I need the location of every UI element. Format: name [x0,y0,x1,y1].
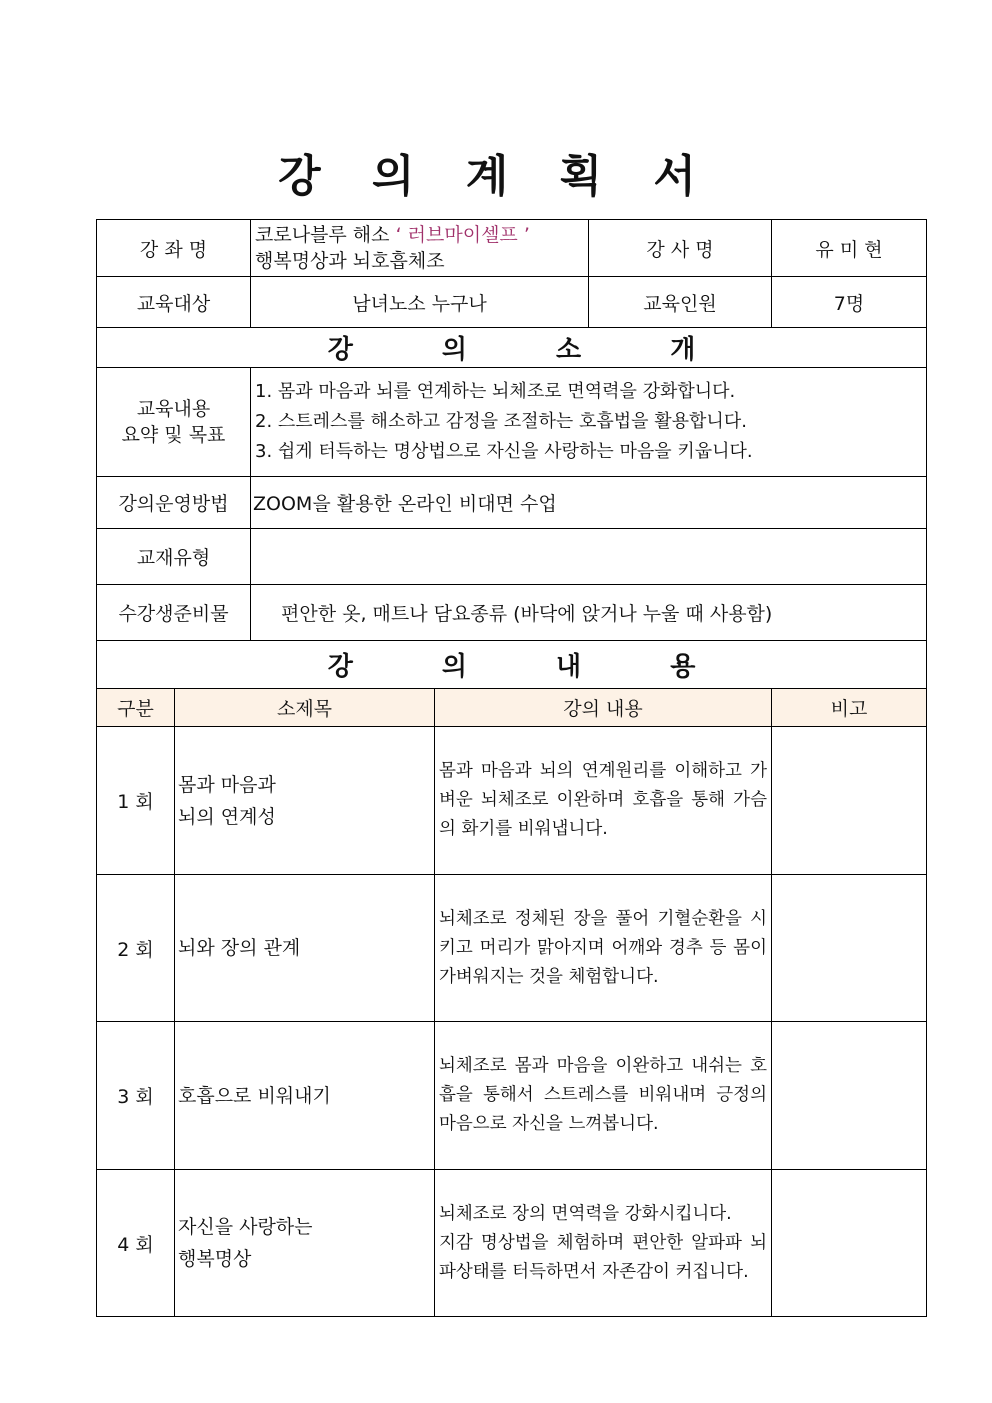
session-row [97,727,927,875]
material-row [97,529,927,585]
goals-label [97,368,251,477]
material-value [251,529,927,585]
session-no: 4 회 [97,1170,175,1317]
instructor-name: 유 미 현 [772,220,927,277]
session-subtitle: 몸과 마음과 뇌의 연계성 [175,727,435,875]
page-title: 강 의 계 획 서 [278,151,714,202]
target-row [97,277,927,328]
intro-section-title: 강 의 소 개 [97,328,927,368]
session-no: 2 회 [97,875,175,1022]
course-row [97,220,927,277]
session-row [97,875,927,1022]
session-subtitle: 뇌와 장의 관계 [175,875,435,1022]
method-value: ZOOM을 활용한 온라인 비대면 수업 [251,477,927,529]
instructor-label: 강 사 명 [589,220,772,277]
session-note [772,1022,927,1170]
goals-label-line1: 교육내용 [136,398,211,420]
count-value: 7명 [772,277,927,328]
prep-value: 편안한 옷, 매트나 담요종류 (바닥에 앉거나 누울 때 사용함) [251,585,927,641]
prep-label: 수강생준비물 [97,585,251,641]
goals-row [97,368,927,477]
method-label: 강의운영방법 [97,477,251,529]
session-desc: 뇌체조로 몸과 마음을 이완하고 내쉬는 호흡을 통해서 스트레스를 비워내며 긍정의 마음으로 자신을 느껴봅니다. [435,1022,772,1170]
header-desc: 강의 내용 [435,689,772,727]
header-note: 비고 [772,689,927,727]
session-note [772,1170,927,1317]
course-label: 강 좌 명 [97,220,251,277]
session-desc: 몸과 마음과 뇌의 연계원리를 이해하고 가벼운 뇌체조로 이완하며 호흡을 통해 가슴의 화기를 비워냅니다. [435,727,772,875]
lecture-plan-table [96,219,927,1317]
session-desc: 뇌체조로 정체된 장을 풀어 기혈순환을 시키고 머리가 맑아지며 어깨와 경추 등 몸이 가벼워지는 것을 체험합니다. [435,875,772,1022]
material-label: 교재유형 [97,529,251,585]
course-name-line2: 행복명상과 뇌호흡체조 [255,250,445,272]
target-value: 남녀노소 누구나 [251,277,589,328]
goal-item: 3. 쉽게 터득하는 명상법으로 자신을 사랑하는 마음을 키웁니다. [255,441,753,462]
session-no: 1 회 [97,727,175,875]
goals-list [251,368,927,477]
session-no: 3 회 [97,1022,175,1170]
session-note [772,727,927,875]
session-subtitle: 자신을 사랑하는 행복명상 [175,1170,435,1317]
header-no: 구분 [97,689,175,727]
content-section-title: 강 의 내 용 [97,641,927,689]
content-header-row [97,689,927,727]
method-row [97,477,927,529]
course-name-prefix: 코로나블루 해소 [255,224,390,246]
intro-section-row [97,328,927,368]
content-section-row [97,641,927,689]
session-row [97,1170,927,1317]
session-desc: 뇌체조로 장의 면역력을 강화시킵니다. 지감 명상법을 체험하며 편안한 알파파 뇌파상태를 터득하면서 자존감이 커집니다. [435,1170,772,1317]
goals-label-line2: 요약 및 목표 [121,424,226,446]
course-name [251,220,589,277]
header-subtitle: 소제목 [175,689,435,727]
goal-item: 1. 몸과 마음과 뇌를 연계하는 뇌체조로 면역력을 강화합니다. [255,381,736,402]
prep-row [97,585,927,641]
session-row [97,1022,927,1170]
count-label: 교육인원 [589,277,772,328]
session-note [772,875,927,1022]
target-label: 교육대상 [97,277,251,328]
course-name-brand: ‘ 러브마이셀프 ’ [395,224,530,246]
goal-item: 2. 스트레스를 해소하고 감정을 조절하는 호흡법을 활용합니다. [255,411,747,432]
session-subtitle: 호흡으로 비워내기 [175,1022,435,1170]
